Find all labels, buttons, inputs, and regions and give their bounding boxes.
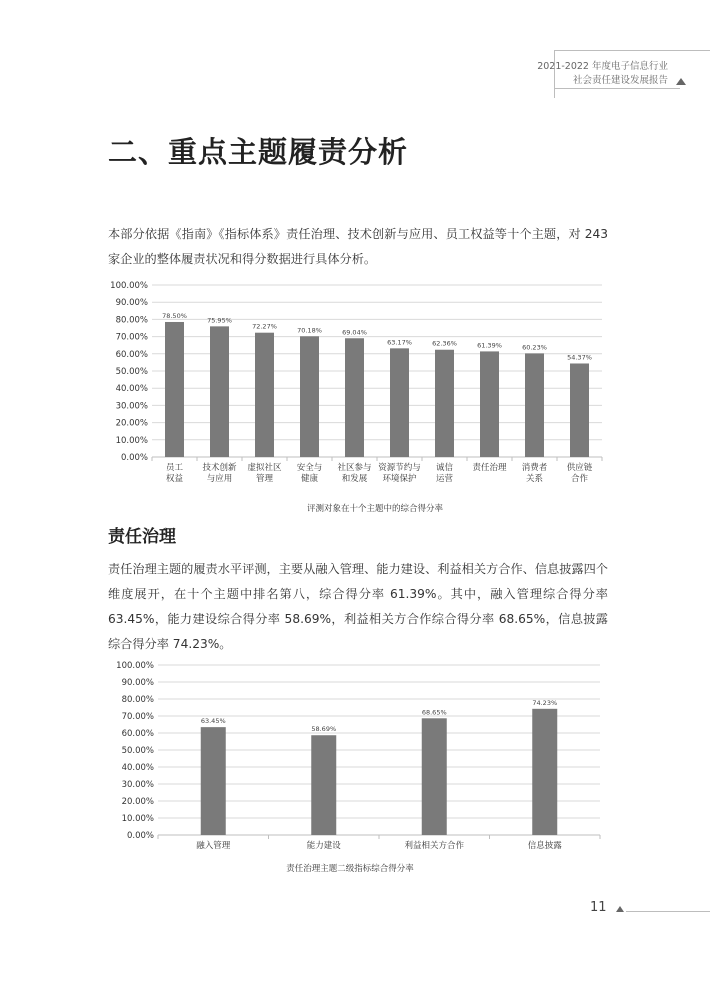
page-number: 11 bbox=[590, 900, 607, 915]
chart2-y-tick-label: 90.00% bbox=[121, 678, 154, 688]
header-bottom-rule bbox=[554, 88, 680, 89]
footer-triangle-icon bbox=[616, 906, 624, 912]
chart1-bar bbox=[255, 333, 274, 457]
chart1-category-label: 健康 bbox=[300, 474, 319, 484]
chart1-category-label: 合作 bbox=[570, 474, 589, 484]
chart1-y-tick-label: 20.00% bbox=[115, 418, 148, 429]
chart2-bar bbox=[201, 727, 226, 835]
chart2-data-label: 63.45% bbox=[200, 717, 226, 726]
chart2-y-tick-label: 60.00% bbox=[121, 729, 154, 739]
chart1-caption: 评测对象在十个主题中的综合得分率 bbox=[306, 504, 443, 514]
governance-paragraph: 责任治理主题的履责水平评测，主要从融入管理、能力建设、利益相关方合作、信息披露四个维度展开，在十个主题中排名第八，综合得分率 61.39%。其中，融入管理综合得分率 63.45%，能力建设综合得分率 58.69%，利益相关方合作综合得分率 68.65%，信息披露综合得分率 74.23%。 bbox=[108, 562, 608, 651]
chart1-data-label: 78.50% bbox=[162, 311, 187, 320]
report-header-line2: 社会责任建设发展报告 bbox=[572, 75, 668, 86]
chart1-bar bbox=[435, 350, 454, 457]
chart2-y-tick-label: 40.00% bbox=[121, 763, 154, 773]
chart2-category-label: 信息披露 bbox=[527, 841, 562, 851]
chart1-y-tick-label: 100.00% bbox=[110, 281, 148, 291]
chart1-data-label: 69.04% bbox=[342, 328, 367, 337]
chart1-category-label: 安全与 bbox=[296, 463, 323, 473]
chart1-y-tick-label: 90.00% bbox=[115, 298, 148, 309]
chart1-category-label: 与应用 bbox=[206, 474, 233, 484]
chart1-y-tick-label: 10.00% bbox=[115, 435, 148, 446]
chart2-bar bbox=[311, 735, 336, 835]
chart1-bar bbox=[300, 336, 319, 457]
chart1-y-tick-label: 80.00% bbox=[115, 315, 148, 326]
chart2-category-label: 能力建设 bbox=[306, 841, 341, 851]
chart2-y-tick-label: 0.00% bbox=[126, 831, 154, 841]
chart2-category-label: 利益相关方合作 bbox=[404, 841, 465, 851]
chart1-category-label: 消费者 bbox=[521, 463, 548, 473]
chart2-y-tick-label: 100.00% bbox=[116, 661, 154, 671]
chart1-data-label: 54.37% bbox=[567, 353, 592, 362]
chart1-data-label: 60.23% bbox=[522, 343, 547, 352]
chart2-y-tick-label: 10.00% bbox=[121, 814, 154, 824]
chart1-bar bbox=[345, 338, 364, 457]
chart2-bar bbox=[532, 709, 557, 835]
governance-score-bar-chart bbox=[100, 657, 620, 857]
chart1-data-label: 62.36% bbox=[432, 339, 457, 348]
chart2-y-tick-label: 80.00% bbox=[121, 695, 154, 705]
theme-score-bar-chart bbox=[100, 278, 620, 496]
chart1-data-label: 70.18% bbox=[297, 326, 322, 335]
chart2-category-label: 融入管理 bbox=[196, 841, 231, 851]
chart2-data-label: 68.65% bbox=[421, 708, 447, 717]
chart1-bar bbox=[525, 353, 544, 457]
header-top-rule bbox=[554, 50, 710, 51]
intro-paragraph: 本部分依据《指南》《指标体系》责任治理、技术创新与应用、员工权益等十个主题，对 243 家企业的整体履责状况和得分数据进行具体分析。 bbox=[108, 227, 608, 266]
chart1-data-label: 75.95% bbox=[207, 316, 232, 325]
chart1-y-tick-label: 0.00% bbox=[120, 453, 148, 463]
chart1-category-label: 虚拟社区 bbox=[247, 463, 282, 473]
chart2-data-label: 74.23% bbox=[532, 698, 558, 707]
chart1-y-tick-label: 30.00% bbox=[115, 401, 148, 412]
chart1-category-label: 技术创新 bbox=[202, 463, 237, 473]
chart1-category-label: 资源节约与 bbox=[378, 463, 421, 473]
chart1-bar bbox=[570, 363, 589, 457]
chart2-bar bbox=[422, 718, 447, 835]
chart1-category-label: 权益 bbox=[165, 474, 184, 484]
chart1-bar bbox=[480, 351, 499, 457]
chart1-category-label: 环境保护 bbox=[382, 474, 417, 484]
chart1-category-label: 运营 bbox=[435, 474, 454, 484]
chart1-category-label: 供应链 bbox=[566, 463, 593, 473]
chart1-bar bbox=[210, 326, 229, 457]
chart1-bar bbox=[165, 322, 184, 457]
chart2-y-tick-label: 50.00% bbox=[121, 746, 154, 756]
chart1-category-label: 和发展 bbox=[341, 474, 368, 484]
report-header-line1: 2021-2022 年度电子信息行业 bbox=[537, 61, 668, 72]
chart1-category-label: 诚信 bbox=[435, 463, 454, 473]
subheading-governance: 责任治理 bbox=[108, 527, 176, 547]
chart2-data-label: 58.69% bbox=[311, 725, 337, 734]
chart1-data-label: 61.39% bbox=[477, 341, 502, 350]
chart1-category-label: 责任治理 bbox=[472, 463, 507, 473]
footer-rule bbox=[626, 911, 710, 912]
chart2-y-tick-label: 70.00% bbox=[121, 712, 154, 722]
chart1-bar bbox=[390, 348, 409, 457]
chart1-data-label: 63.17% bbox=[387, 338, 412, 347]
chart2-caption: 责任治理主题二级指标综合得分率 bbox=[286, 864, 414, 874]
chart1-category-label: 社区参与 bbox=[337, 463, 372, 473]
chart1-category-label: 关系 bbox=[525, 474, 544, 484]
chart1-y-tick-label: 50.00% bbox=[115, 367, 148, 377]
triangle-marker-icon bbox=[676, 78, 686, 85]
chart1-category-label: 员工 bbox=[165, 463, 184, 473]
report-header bbox=[537, 60, 668, 88]
chart2-y-tick-label: 20.00% bbox=[121, 797, 154, 807]
chart1-y-tick-label: 70.00% bbox=[115, 332, 148, 343]
chart1-category-label: 管理 bbox=[255, 474, 274, 484]
chart1-data-label: 72.27% bbox=[252, 322, 277, 331]
section-title: 二、重点主题履责分析 bbox=[108, 135, 409, 169]
chart1-y-tick-label: 60.00% bbox=[115, 349, 148, 360]
chart2-y-tick-label: 30.00% bbox=[121, 780, 154, 790]
chart1-y-tick-label: 40.00% bbox=[115, 384, 148, 395]
